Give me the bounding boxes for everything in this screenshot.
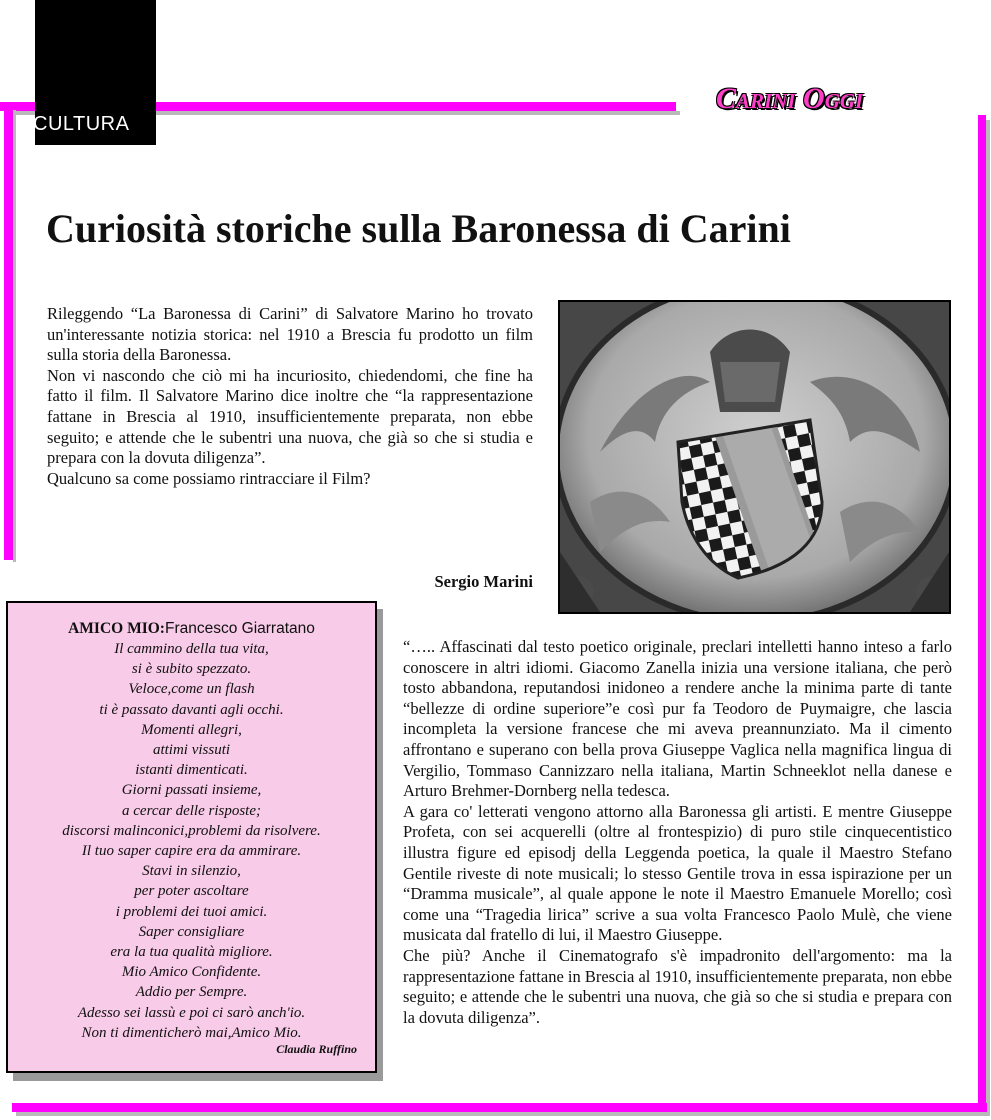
frame-bar-left (4, 102, 13, 560)
section-label: CULTURA (33, 113, 130, 135)
poem-line: Il cammino della tua vita, (114, 641, 269, 657)
frame-shadow-left (13, 110, 16, 562)
poem-title-author: Francesco Giarratano (164, 620, 315, 637)
poem-signature: Claudia Ruffino (276, 1042, 357, 1056)
intro-text (47, 304, 533, 489)
headline: Curiosità storiche sulla Baronessa di Carini (46, 206, 791, 251)
frame-bar-right (978, 115, 986, 1115)
poem-line: Adesso sei lassù e poi ci sarò anch'io. (77, 1004, 306, 1021)
poem-line: Stavi in silenzio, (142, 863, 241, 880)
poem-line: era la tua qualità migliore. (110, 944, 273, 961)
coat-of-arms-photo (558, 300, 951, 614)
poem-line: discorsi malinconici,problemi da risolvere. (62, 822, 321, 839)
poem-line: ti è passato davanti agli occhi. (99, 701, 284, 718)
poem-line: a cercar delle risposte; (122, 802, 261, 819)
poem-line: Saper consigliare (138, 923, 245, 940)
poem-line: i problemi dei tuoi amici. (115, 903, 268, 920)
frame-shadow-right (986, 120, 990, 1115)
poem-line: istanti dimenticati. (135, 762, 248, 779)
article-text (403, 637, 952, 1028)
poem-line: Non ti dimenticherò mai,Amico Mio. (81, 1024, 302, 1041)
poem-lines (8, 639, 375, 1043)
intro-paragraph: Non vi nascondo che ciò mi ha incuriosito, chiedendomi, che fine ha fatto il film. Il Salvatore Marino dice inoltre che “la rappresentazione fattane in Brescia al 1910, insufficientemente preparata, non ebbe seguito; e attende che le subentri una nuova, che già so che si studia e prepara con la dovuta diligenza”. (47, 365, 533, 468)
poem-line: si è subito spezzato. (131, 661, 252, 678)
poem-line: Mio Amico Confidente. (121, 964, 262, 981)
poem-line: Addio per Sempre. (135, 984, 248, 1001)
poem-line: Giorni passati insieme, (121, 782, 262, 799)
intro-author: Sergio Marini (434, 572, 533, 591)
poem-line: Veloce,come un flash (128, 681, 255, 698)
masthead-logo: Carini Oggi (716, 82, 864, 115)
frame-bar-bottom (12, 1103, 987, 1112)
article-paragraph: Che più? Anche il Cinematografo s'è impadronito dell'argomento: ma la rappresentazione fattane in Brescia al 1910, insufficientemente preparata, non ebbe seguito; e attende che le subentri una nuova, che già so che si studia e prepara con la dovuta diligenza”. (403, 945, 952, 1027)
poem-box (6, 601, 377, 1073)
article-paragraph: A gara co' letterati vengono attorno alla Baronessa gli artisti. E mentre Giuseppe Profeta, con sei acquerelli (oltre al frontespizio) di puro stile cinquecentistico illustra figure ed episodj della Leggenda poetica, la quale il Maestro Stefano Gentile riveste di note musicali; lo stesso Gentile trova in essa ispirazione per un “Dramma musicale”, al quale appone le note il Maestro Emanuele Morello; così come una “Tragedia lirica” scrive a sua volta Francesco Paolo Mulè, che viene musicata dal fratello di lui, il Maestro Giuseppe. (403, 801, 952, 945)
poem-line: attimi vissuti (152, 742, 231, 759)
article-paragraph: “….. Affascinati dal testo poetico originale, preclari intelletti hanno inteso a farlo conoscere in altri idiomi. Giacomo Zanella inizia una versione italiana, che però tosto abbandona, reputandosi inidoneo a rendere anche la minima parte di tante “bellezze di ordine superiore”e così pur fa Teodoro de Puymaigre, che lascia incompleta la versione francese che mi aveva preannunziato. Ma il cimento affrontano e superano con bella prova Giuseppe Vaglica nella magnifica lingua di Vergilio, Tommaso Cannizzaro nella italiana, Martin Schneeklot nella danese e Arturo Brehmer-Dornberg nella tedesca. (403, 637, 952, 801)
poem-line: Il tuo saper capire era da ammirare. (81, 843, 302, 860)
intro-paragraph: Qualcuno sa come possiamo rintracciare il Film? (47, 468, 371, 488)
poem-line: per poter ascoltare (134, 883, 249, 900)
poem-title-bold: AMICO MIO: (68, 620, 165, 637)
intro-paragraph: Rileggendo “La Baronessa di Carini” di Salvatore Marino ho trovato un'interessante notizia storica: nel 1910 a Brescia fu prodotto un film sulla storia della Baronessa. (47, 304, 533, 365)
poem-line: Momenti allegri, (141, 721, 242, 738)
coat-of-arms-icon (560, 302, 949, 612)
frame-shadow-bottom (16, 1112, 990, 1116)
poem-title (8, 619, 375, 639)
